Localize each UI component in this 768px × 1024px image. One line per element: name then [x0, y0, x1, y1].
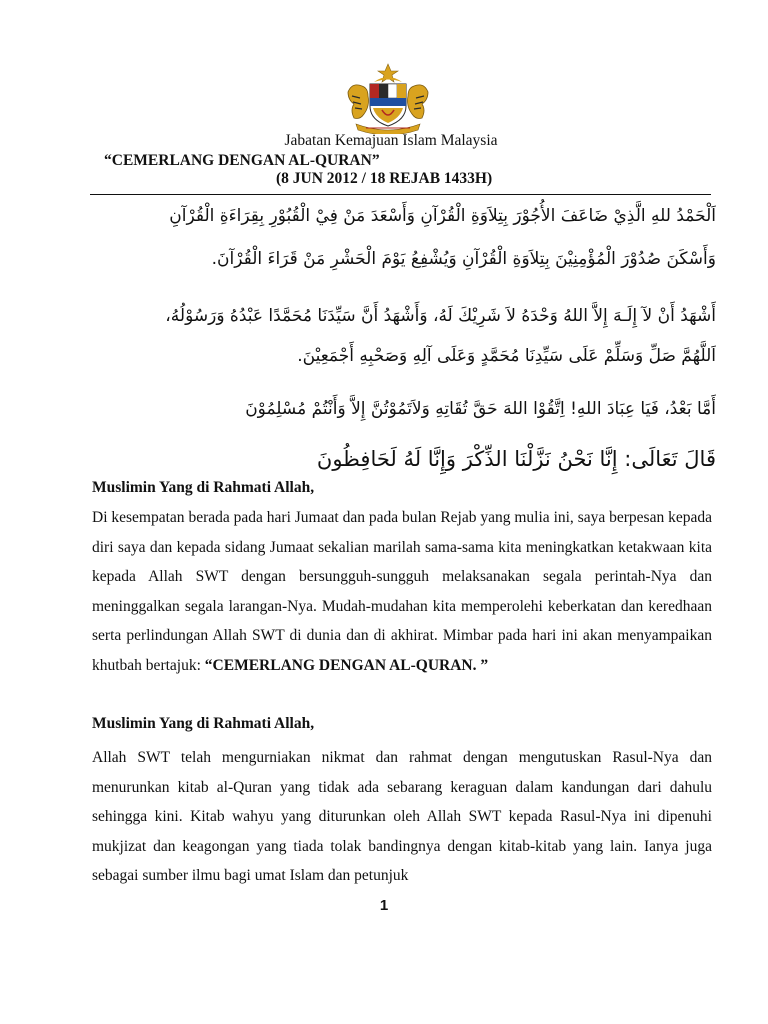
paragraph-1 — [92, 503, 712, 681]
section-heading-1: Muslimin Yang di Rahmati Allah, — [92, 479, 315, 496]
paragraph-1-closing: “CEMERLANG DENGAN AL-QURAN. ” — [204, 656, 489, 674]
page-number: 1 — [379, 897, 389, 914]
paragraph-1-text: Di kesempatan berada pada hari Jumaat dan pada bulan Rejab yang mulia ini, saya berpesan kepada diri saya dan kepada sidang Jumaat sekalian marilah sama-sama kita meningkatkan ketakwaan kita kepada Allah SWT dengan bersungguh-sungguh melaksanakan segala perintah-Nya dan meninggalkan segala larangan-Nya. Mudah-mudahan kita memperolehi keberkatan dan keredhaan serta perlindungan Allah SWT di dunia dan di akhirat. Mimbar pada hari ini akan menyampaikan khutbah bertajuk: — [92, 509, 712, 674]
header-divider — [90, 194, 711, 195]
arabic-line-5: أَمَّا بَعْدُ، فَيَا عِبَادَ اللهِ! اِتَّقُوْا اللهَ حَقَّ تُقَاتِهِ وَلاَتَمُوْتُنَّ إِلاَّ وَأَنْتُمْ مُسْلِمُوْنَ — [245, 399, 716, 419]
organization-name: Jabatan Kemajuan Islam Malaysia — [284, 132, 498, 149]
arabic-line-4: اَللَّهُمَّ صَلِّ وَسَلِّمْ عَلَى سَيِّدِنَا مُحَمَّدٍ وَعَلَى آلِهِ وَصَحْبِهِ أَجْمَعِيْنَ. — [297, 346, 716, 366]
section-heading-2: Muslimin Yang di Rahmati Allah, — [92, 715, 315, 732]
arabic-line-2: وَأَسْكَنَ صُدُوْرَ الْمُؤْمِنِيْنَ بِتِلاَوَةِ الْقُرْآنِ وَيُشْفِعُ يَوْمَ الْحَشْرِ مَنْ قَرَاءَ الْقُرْآنَ. — [211, 249, 716, 269]
sermon-date: (8 JUN 2012 / 18 REJAB 1433H) — [276, 170, 493, 187]
coat-of-arms-icon — [342, 62, 434, 134]
paragraph-2: Allah SWT telah mengurniakan nikmat dan rahmat dengan mengutuskan Rasul-Nya dan menurunkan kitab al-Quran yang tidak ada sebarang keraguan dalam kandungan dari dahulu sehingga kini. Kitab wahyu yang diturunkan oleh Allah SWT kepada Rasul-Nya ini dipenuhi mukjizat dan keagongan yang tiada tolak bandingnya dengan kitab-kitab yang lain. Ianya juga sebagai sumber ilmu bagi umat Islam dan petunjuk — [92, 749, 712, 885]
arabic-line-1: اَلْحَمْدُ للهِ الَّذِيْ ضَاعَفَ الأُجُوْرَ بِتِلاَوَةِ الْقُرْآنِ وَأَسْعَدَ مَنْ فِيْ الْقُبُوْرِ بِقِرَاءَةِ الْقُرْآنِ — [169, 206, 716, 226]
sermon-title: “CEMERLANG DENGAN AL-QURAN” — [104, 152, 380, 169]
quran-verse: قَالَ تَعَالَى: إِنَّا نَحْنُ نَزَّلْنَا الذِّكْرَ وَإِنَّا لَهُ لَحَافِظُونَ — [316, 447, 716, 471]
arabic-line-3: أَشْهَدُ أَنْ لآ إِلَـهَ إِلاَّ اللهُ وَحْدَهُ لاَ شَرِيْكَ لَهُ، وَأَشْهَدُ أَنَّ سَيِّدَنَا مُحَمَّدًا عَبْدُهُ وَرَسُوْلُهُ، — [165, 306, 716, 326]
